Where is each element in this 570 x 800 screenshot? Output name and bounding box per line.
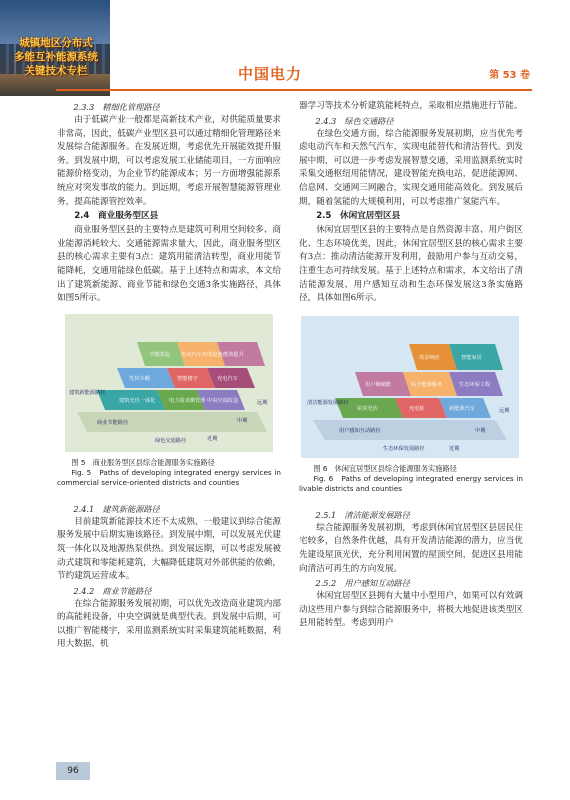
step-label: 智能家居 xyxy=(461,354,482,361)
paragraph: 由于低碳产业一般都是高新技术产业，对供能质量要求非常高，因此，低碳产业型区县可以通过精细化管理路径来发展综合能源服务。在发展近期，考虑优先开展能效提升服务。到发展中期，可以考虑发展工业储能项目，一方面响应能源价格变动，为企业节约能源成本；另一方面增强能源系统应对突发事故的能力。到远期，考虑开展智慧能源管理业务，提高能源管控效率。 xyxy=(57,115,281,207)
step-label: 电力需求侧管理 xyxy=(169,397,206,404)
section-heading: 2.4.1 建筑新能源路径 xyxy=(73,503,160,514)
path-label: 建筑新能源路径 xyxy=(69,389,106,396)
section-heading: 2.5.2 用户感知互动路径 xyxy=(315,578,410,589)
step-label: 综合能源服务 xyxy=(411,381,443,388)
step-label: 电动汽车充电设施 xyxy=(181,351,223,358)
staircase-diagram xyxy=(57,312,281,454)
section-heading: 2.3.3 精细化管理路径 xyxy=(73,102,160,112)
step-label: 中央空调改造 xyxy=(207,397,239,404)
step-label: 屋顶光伏 xyxy=(357,405,378,412)
paragraph: 目前建筑新能源技术还不太成熟，一般建议到综合能源服务发展中后期实施该路径。到发展中期，可以发展光伏建筑一体化以及地源热泵供热。到发展远期，可以考虑发展被动式建筑和零能耗建筑，大幅降低建筑对外部供能的依赖，节约建筑运营成本。 xyxy=(57,516,281,582)
stage-label: 中期 xyxy=(237,417,248,424)
stage-label: 近期 xyxy=(207,435,218,442)
figure-caption-cn: 图 5 商业服务型区县综合能源服务实施路径 xyxy=(71,457,215,467)
step-label: 智能楼宇 xyxy=(177,375,198,382)
step-label: 节能改造 xyxy=(149,351,170,358)
path-label: 商业节能路径 xyxy=(97,419,129,426)
paragraph: 器学习等技术分析建筑能耗特点，采取相应措施进行节能。 xyxy=(299,101,523,111)
path-label: 生态环保发展路径 xyxy=(383,445,425,452)
path-label: 清洁能源发展路径 xyxy=(307,399,349,406)
paragraph: 在综合能源服务发展初期，可以优先改造商业建筑内部的高能耗设备，中央空调就是典型代表。到发展中后期，可以推广智能楼宇，采用监测系统实时采集建筑能耗数据，利用大数据、机 xyxy=(57,598,281,650)
stage-label: 中期 xyxy=(475,427,486,434)
figure-5 xyxy=(57,312,281,454)
figure-caption-en: Fig. 6 Paths of developing integrated energy services in livable districts and counties xyxy=(299,473,523,493)
step-label: 新能源汽车 xyxy=(449,405,475,412)
step-label: 建筑光伏一体化 xyxy=(119,397,156,404)
spacer xyxy=(57,488,281,502)
page-number: 96 xyxy=(56,762,90,780)
volume-label: 第 53 卷 xyxy=(489,70,530,81)
paragraph: 休闲宜居型区县拥有大量中小型用户，如果可以有效调动这些用户参与到综合能源服务中，将极大地促进该类型区县用能转型。考虑到用户 xyxy=(299,591,523,629)
path-label: 绿色交通路径 xyxy=(155,437,187,444)
section-heading: 2.4 商业服务型区县 xyxy=(74,211,159,222)
section-heading: 2.4.3 绿色交通路径 xyxy=(315,115,394,126)
banner-line: 关键技术专栏 xyxy=(24,65,88,77)
step-label: 充电汽车 xyxy=(217,375,238,382)
stage-label: 远期 xyxy=(499,407,510,414)
step-label: 生态环保工程 xyxy=(459,381,491,388)
staircase-diagram xyxy=(299,312,523,460)
section-heading: 2.4.2 商业节能路径 xyxy=(73,585,152,596)
spacer xyxy=(299,494,523,508)
step-label: 能效提升 xyxy=(223,351,244,358)
banner-title xyxy=(4,36,108,78)
path-label: 用户感知互动路径 xyxy=(339,427,381,434)
step-label: 充电桩 xyxy=(409,405,425,412)
figure-caption-cn: 图 6 休闲宜居型区县综合能源服务实施路径 xyxy=(313,463,457,473)
section-heading: 2.5.1 清洁能源发展路径 xyxy=(315,509,410,520)
paragraph: 综合能源服务发展初期，考虑到休闲宜居型区县居民住宅较多，自然条件优越，具有开发清洁能源的潜力，应当优先建设屋顶光伏，充分利用闲置的屋顶空间，促进区县用能向清洁可再生的方向发展。 xyxy=(299,522,523,574)
paragraph: 在绿色交通方面，综合能源服务发展初期，应当优先考虑电动汽车和天然气汽车，实现电能替代和清洁替代。到发展中期，可以进一步考虑发展智慧交通，采用监测系统实时采集交通枢纽用能情况，建设智能充换电站，促进能源网、信息网、交通网三网融合，实现交通用能高效化。到发展后期，随着氢能的大规模利用，可以考虑推广氢能汽车。 xyxy=(299,128,523,207)
header-rule xyxy=(56,89,532,91)
section-heading: 2.5 休闲宜居型区县 xyxy=(316,211,401,222)
step-label: 光伏车棚 xyxy=(129,375,150,382)
figure-6 xyxy=(299,312,523,460)
journal-title: 中国电力 xyxy=(238,65,303,83)
banner-line: 多能互补能源系统 xyxy=(14,51,98,63)
step-label: 需求响应 xyxy=(419,354,440,361)
column-banner xyxy=(0,0,110,96)
figure-caption-en: Fig. 5 Paths of developing integrated energy services in commercial service-oriented districts and counties xyxy=(57,467,281,487)
right-column xyxy=(299,100,523,631)
stage-label: 近期 xyxy=(449,445,460,452)
step-label: 用户侧储能 xyxy=(365,381,391,388)
paragraph: 休闲宜居型区县的主要特点是自然资源丰富、用户街区化、生态环境优美，因此，休闲宜居型区县的核心需求主要有3点：推动清洁能源开发利用，鼓励用户参与互动交易，注重生态可持续发展。基于上述特点和需求，本文给出了清洁能源发展、用户感知互动和生态环保发展这3条实施路径，具体如图6所示。 xyxy=(299,225,523,304)
banner-line: 城镇地区分布式 xyxy=(19,37,93,49)
paragraph: 商业服务型区县的主要特点是建筑可利用空间较多、商业能源消耗较大、交通能源需求量大，因此，商业服务型区县的核心需求主要有3点：建筑用能清洁转型，商业用能节能降耗，交通用能绿色低碳。基于上述特点和需求，本文给出了建筑新能源、商业节能和绿色交通3条实施路径，具体如图5所示。 xyxy=(57,225,281,304)
stage-label: 远期 xyxy=(257,399,268,406)
left-column xyxy=(57,100,281,652)
